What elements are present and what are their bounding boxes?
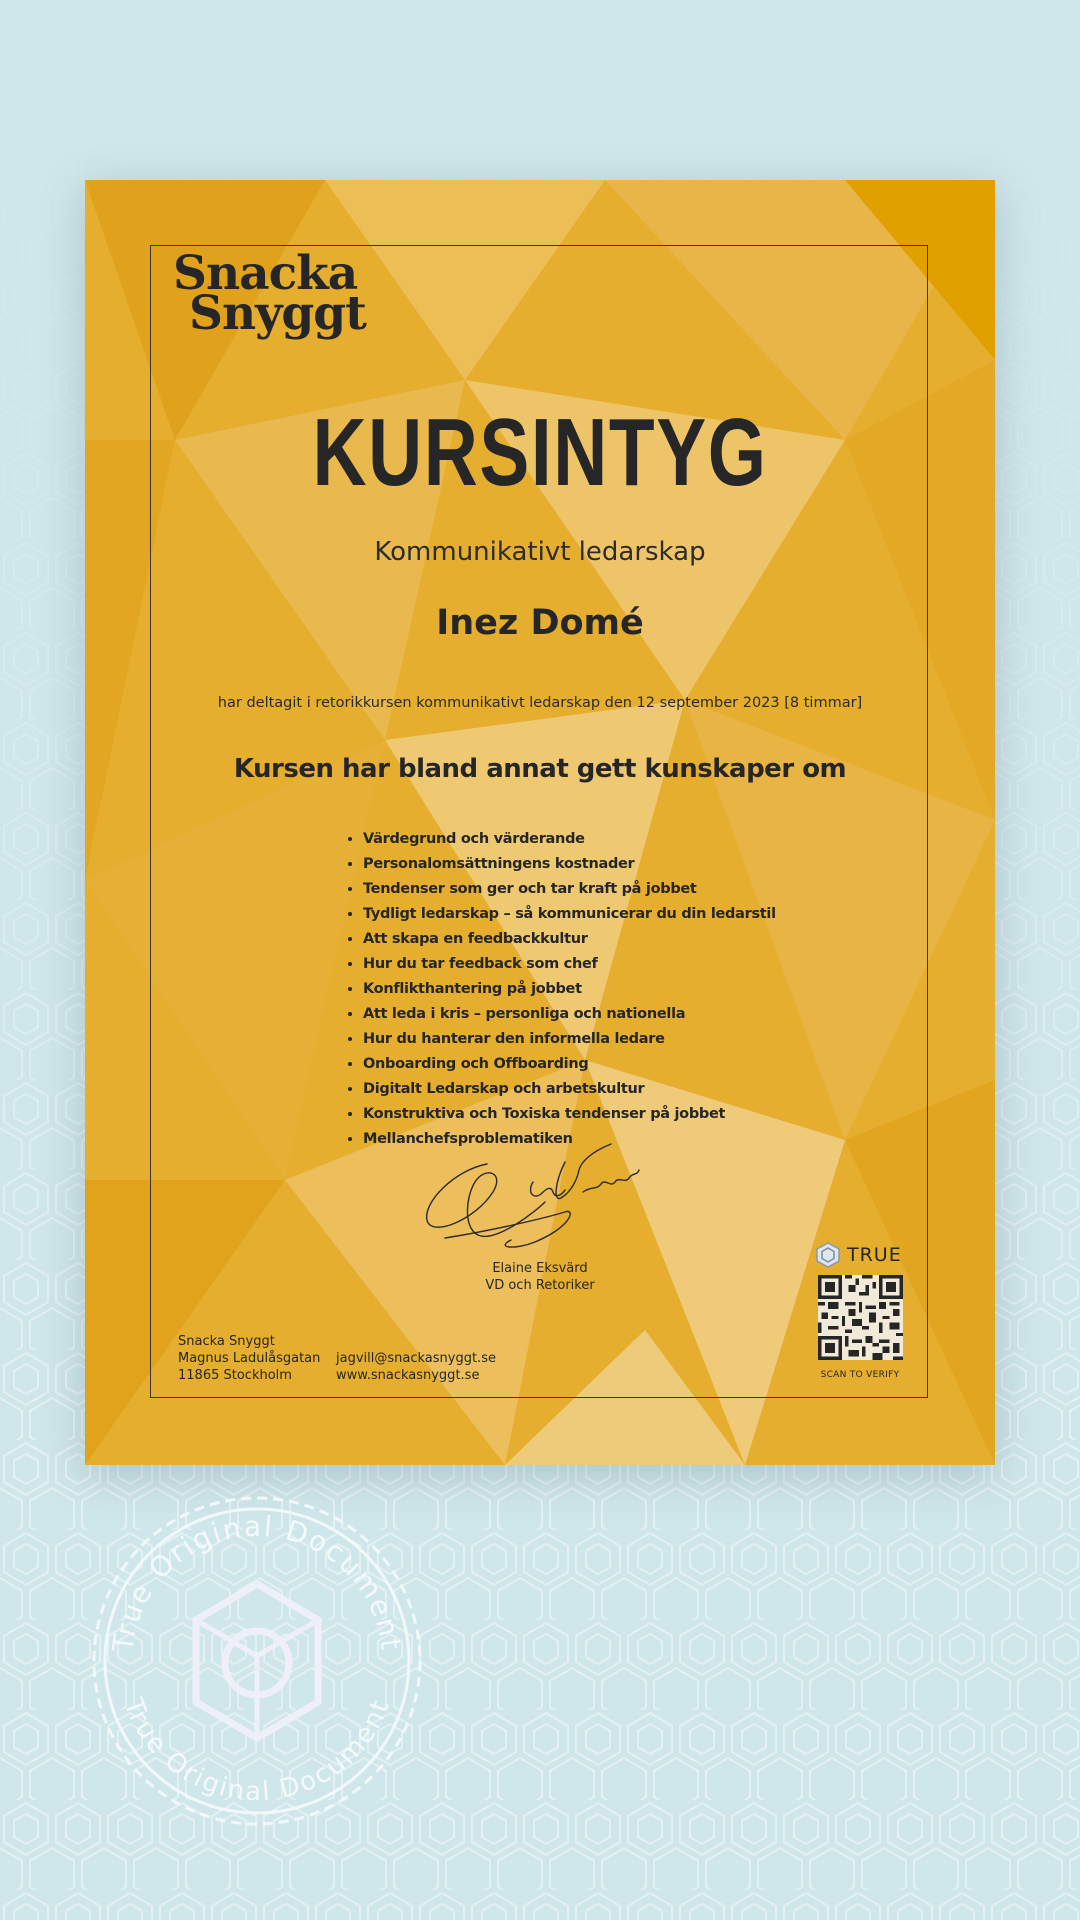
certificate-title: KURSINTYG xyxy=(312,399,768,506)
list-item: • Konflikthantering på jobbet xyxy=(363,977,776,1002)
qr-code-icon[interactable] xyxy=(818,1275,903,1360)
topics-list xyxy=(339,827,776,1152)
list-item: • Konstruktiva och Toxiska tendenser på jobbet xyxy=(363,1102,776,1127)
list-item: • Värdegrund och värderande xyxy=(363,827,776,852)
list-item: • Att skapa en feedbackkultur xyxy=(363,927,776,952)
hexagon-shield-icon xyxy=(815,1242,841,1268)
seal-text-top: True Original Document xyxy=(106,1509,408,1654)
true-original-document-seal xyxy=(88,1492,426,1830)
handwritten-signature xyxy=(415,1142,655,1252)
certificate xyxy=(85,180,995,1465)
contact-website[interactable]: www.snackasnyggt.se xyxy=(336,1368,480,1383)
course-name: Kommunikativt ledarskap xyxy=(374,537,706,567)
list-item: • Onboarding och Offboarding xyxy=(363,1052,776,1077)
qr-caption: SCAN TO VERIFY xyxy=(820,1370,900,1380)
address-company: Snacka Snyggt xyxy=(178,1334,275,1349)
true-brand xyxy=(815,1242,902,1268)
address-street: Magnus Ladulåsgatan xyxy=(178,1351,321,1366)
list-item: • Tendenser som ger och tar kraft på jobbet xyxy=(363,877,776,902)
company-contact xyxy=(336,1350,496,1384)
list-item: • Hur du hanterar den informella ledare xyxy=(363,1027,776,1052)
snacka-snyggt-logo xyxy=(173,246,366,341)
list-item: • Att leda i kris – personliga och nationella xyxy=(363,1002,776,1027)
logo-line-2: Snyggt xyxy=(189,286,366,341)
company-address xyxy=(178,1333,320,1384)
list-item: • Tydligt ledarskap – så kommunicerar du din ledarstil xyxy=(363,902,776,927)
recipient-name: Inez Domé xyxy=(436,603,644,643)
address-city: 11865 Stockholm xyxy=(178,1368,292,1383)
list-item: • Personalomsättningens kostnader xyxy=(363,852,776,877)
list-item: • Digitalt Ledarskap och arbetskultur xyxy=(363,1077,776,1102)
seal-text-bottom: True Original Document xyxy=(117,1694,397,1808)
signer-title: VD och Retoriker xyxy=(485,1278,595,1293)
contact-email[interactable]: jagvill@snackasnyggt.se xyxy=(336,1351,496,1366)
list-item: • Hur du tar feedback som chef xyxy=(363,952,776,977)
true-brand-label: TRUE xyxy=(847,1244,902,1266)
signer-name: Elaine Eksvärd xyxy=(492,1261,588,1276)
list-item: • Mellanchefsproblematiken xyxy=(363,1127,776,1152)
topics-heading: Kursen har bland annat gett kunskaper om xyxy=(233,754,847,784)
logo-line-1: Snacka xyxy=(173,246,358,301)
participation-description: har deltagit i retorikkursen kommunikativt ledarskap den 12 september 2023 [8 timmar] xyxy=(217,695,863,711)
